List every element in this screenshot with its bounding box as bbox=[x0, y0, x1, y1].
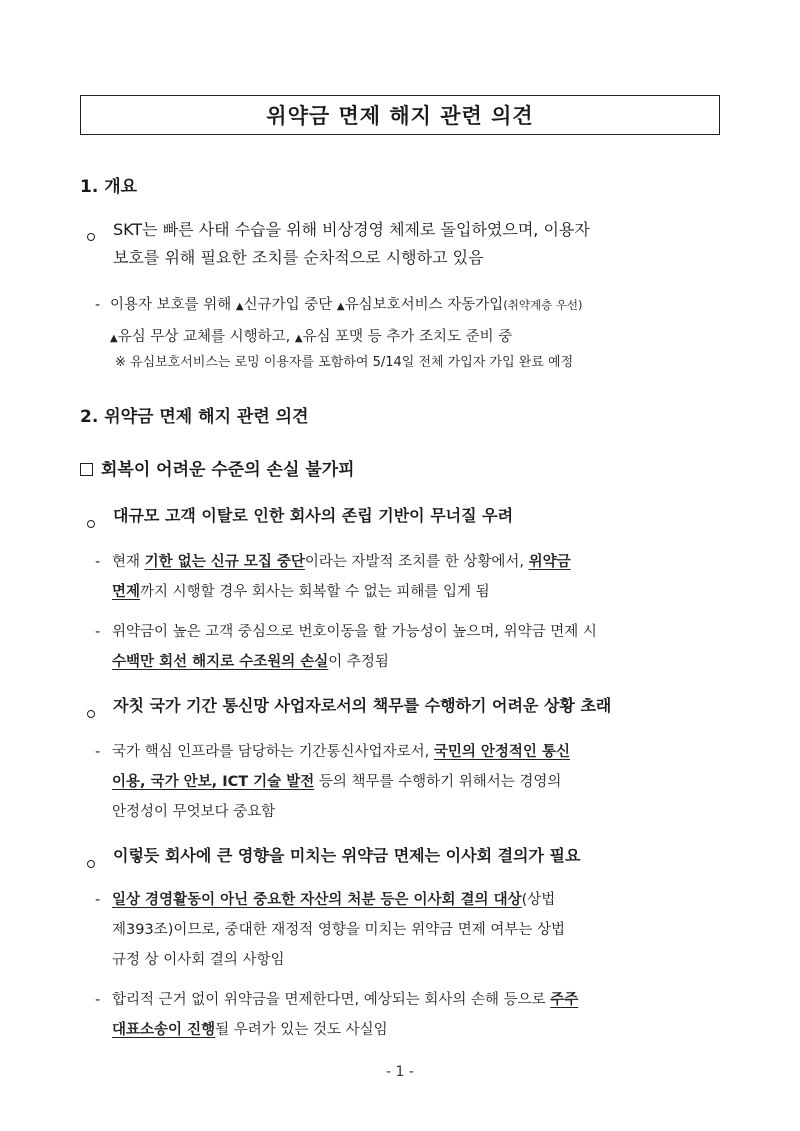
underlined-text: 면제 bbox=[112, 584, 141, 600]
underlined-text: 기한 없는 신규 모집 중단 bbox=[144, 554, 305, 570]
section-1-heading: 1. 개요 bbox=[80, 177, 138, 197]
overview-sub-small: (취약계층 우선) bbox=[503, 298, 583, 312]
overview-sub-text-d: 유심 무상 교체를 시행하고, bbox=[117, 329, 295, 345]
page-number: - 1 - bbox=[386, 1064, 414, 1080]
underlined-text: 국민의 안정적인 통신 bbox=[433, 744, 570, 760]
triangle-icon: ▲ bbox=[294, 333, 303, 344]
dash-marker: - bbox=[95, 624, 101, 640]
underlined-text: 일상 경영활동이 아닌 중요한 자산의 처분 등은 이사회 결의 대상 bbox=[112, 892, 522, 908]
triangle-icon: ▲ bbox=[235, 301, 244, 312]
page-title: 위약금 면제 해지 관련 의견 bbox=[266, 104, 534, 128]
overview-sub-line2 bbox=[110, 322, 730, 354]
triangle-icon: ▲ bbox=[110, 333, 118, 344]
text-span: 등의 책무를 수행하기 위해서는 경영의 bbox=[314, 774, 562, 790]
overview-sub-line1 bbox=[110, 290, 730, 322]
bullet-3: 이렇듯 회사에 큰 영향을 미치는 위약금 면제는 이사회 결의가 필요 bbox=[113, 846, 581, 865]
text-span: (상법 bbox=[521, 892, 556, 908]
underlined-text: 대표소송이 진행 bbox=[112, 1022, 216, 1038]
bullet-3-sub-2-line1 bbox=[112, 985, 727, 1015]
text-span: 합리적 근거 없이 위약금을 면제한다면, 예상되는 회사의 손해 등으로 bbox=[112, 992, 551, 1008]
bullet-2-sub-1-line1 bbox=[112, 737, 727, 767]
bullet-1-sub-1 bbox=[112, 547, 727, 607]
bullet-3-sub-1-line2: 제393조)이므로, 중대한 재정적 영향을 미치는 위약금 면제 여부는 상법 bbox=[112, 922, 566, 938]
dash-marker: - bbox=[95, 744, 101, 760]
dash-marker: - bbox=[95, 554, 101, 570]
title-box bbox=[80, 95, 720, 135]
overview-bullet bbox=[113, 216, 728, 272]
circle-bullet-icon bbox=[87, 853, 95, 872]
bullet-1: 대규모 고객 이탈로 인한 회사의 존립 기반이 무너질 우려 bbox=[113, 506, 514, 525]
dash-marker: - bbox=[95, 892, 101, 908]
text-span: 현재 bbox=[112, 554, 145, 570]
overview-bullet-line1: SKT는 빠른 사태 수습을 위해 비상경영 체제로 돌입하였으며, 이용자 bbox=[113, 220, 590, 239]
triangle-icon: ▲ bbox=[336, 301, 345, 312]
underlined-text: 수백만 회선 해지로 수조원의 손실 bbox=[112, 654, 329, 670]
subheading-text: 회복이 어려운 수준의 손실 불가피 bbox=[101, 460, 355, 480]
text-span: 될 우려가 있는 것도 사실임 bbox=[215, 1022, 388, 1038]
bullet-3-sub-2-line2 bbox=[112, 1015, 727, 1045]
bullet-1-sub-2-line2 bbox=[112, 647, 727, 677]
circle-bullet-icon bbox=[87, 226, 95, 245]
underlined-text: 주주 bbox=[550, 992, 579, 1008]
bullet-3-sub-1-line3: 규정 상 이사회 결의 사항임 bbox=[112, 952, 285, 968]
underlined-text: 이용, 국가 안보, ICT 기술 발전 bbox=[112, 774, 315, 790]
bullet-2-sub-1-line2 bbox=[112, 767, 727, 797]
checkbox-icon bbox=[80, 463, 93, 476]
circle-bullet-icon bbox=[87, 513, 95, 532]
overview-sub-text-c: 유심보호서비스 자동가입 bbox=[344, 297, 504, 313]
text-span: 국가 핵심 인프라를 담당하는 기간통신사업자로서, bbox=[112, 744, 434, 760]
overview-sub bbox=[110, 290, 730, 354]
bullet-2-sub-1-line3: 안정성이 무엇보다 중요함 bbox=[112, 804, 276, 820]
overview-sub-text-e: 유심 포맷 등 추가 조치도 준비 중 bbox=[302, 329, 513, 345]
bullet-3-sub-1-line1 bbox=[112, 885, 727, 915]
bullet-3-sub-2 bbox=[112, 985, 727, 1045]
circle-bullet-icon bbox=[87, 703, 95, 722]
text-span: 까지 시행할 경우 회사는 회복할 수 없는 피해를 입게 됨 bbox=[140, 584, 490, 600]
section-2-heading: 2. 위약금 면제 해지 관련 의견 bbox=[80, 407, 309, 427]
bullet-2: 자칫 국가 기간 통신망 사업자로서의 책무를 수행하기 어려운 상황 초래 bbox=[113, 696, 612, 715]
overview-sub-text-b: 신규가입 중단 bbox=[243, 297, 337, 313]
text-span: 이 추정됨 bbox=[328, 654, 389, 670]
bullet-1-sub-1-line1 bbox=[112, 547, 727, 577]
overview-sub-text-a: 이용자 보호를 위해 bbox=[110, 297, 236, 313]
bullet-1-sub-1-line2 bbox=[112, 577, 727, 607]
text-span: 이라는 자발적 조치를 한 상황에서, bbox=[304, 554, 529, 570]
bullet-2-sub-1 bbox=[112, 737, 727, 827]
bullet-1-sub-2 bbox=[112, 617, 727, 677]
bullet-1-sub-2-line1: 위약금이 높은 고객 중심으로 번호이동을 할 가능성이 높으며, 위약금 면제 시 bbox=[112, 624, 597, 640]
dash-marker: - bbox=[95, 992, 101, 1008]
bullet-3-sub-1 bbox=[112, 885, 727, 975]
dash-marker: - bbox=[95, 297, 101, 313]
overview-bullet-line2: 보호를 위해 필요한 조치를 순차적으로 시행하고 있음 bbox=[113, 248, 484, 267]
underlined-text: 위약금 bbox=[528, 554, 571, 570]
overview-note: ※ 유심보호서비스는 로밍 이용자를 포함하여 5/14일 전체 가입자 가입 완료 예정 bbox=[115, 355, 574, 370]
subheading bbox=[80, 455, 355, 480]
